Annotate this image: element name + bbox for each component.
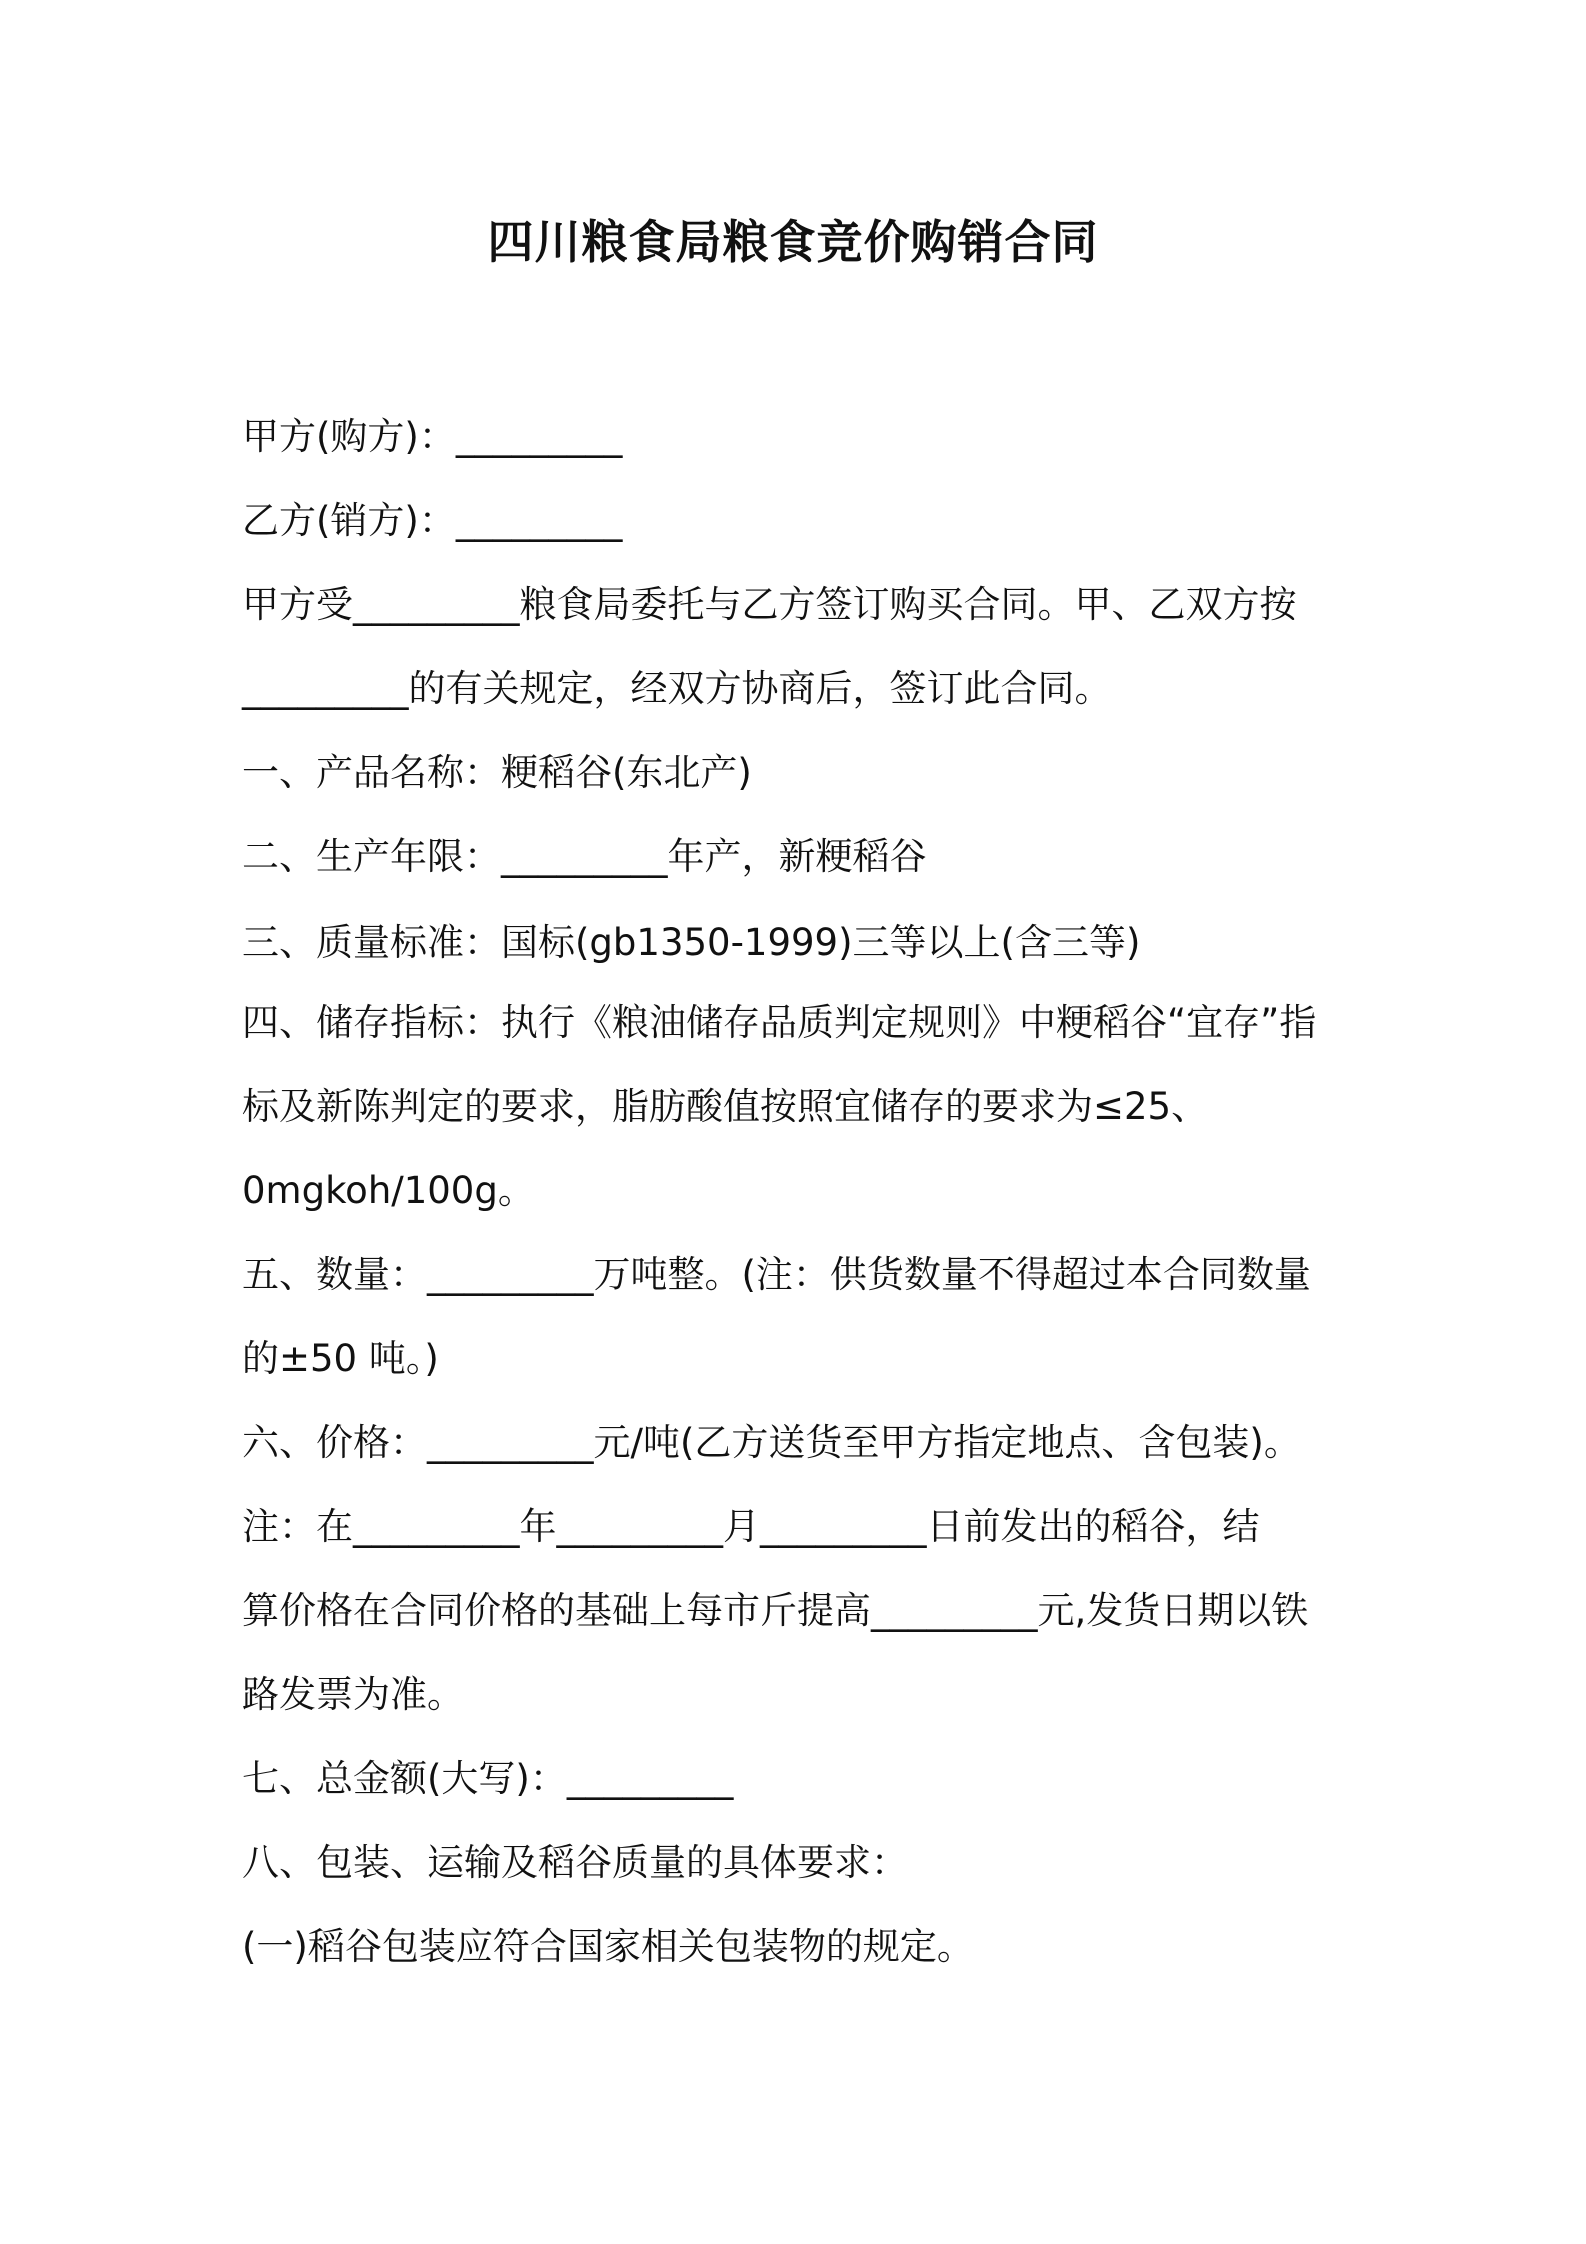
clause-4-storage-line-1: 四、储存指标：执行《粮油储存品质判定规则》中粳稻谷“宜存”指 bbox=[242, 1001, 1317, 1044]
price-note-line-3: 路发票为准。 bbox=[242, 1673, 464, 1716]
clause-2-production-year: 二、生产年限：_________年产，新粳稻谷 bbox=[242, 835, 927, 878]
clause-8-packaging-item-1: (一)稻谷包装应符合国家相关包装物的规定。 bbox=[242, 1925, 974, 1968]
clause-6-price-line: 六、价格：_________元/吨(乙方送货至甲方指定地点、含包装)。 bbox=[242, 1421, 1301, 1464]
clause-4-storage-line-3: 0mgkoh/100g。 bbox=[242, 1169, 535, 1212]
clause-4-storage-line-2: 标及新陈判定的要求，脂肪酸值按照宜储存的要求为≤25、 bbox=[242, 1085, 1209, 1128]
clause-3-quality-standard: 三、质量标准：国标(gb1350-1999)三等以上(含三等) bbox=[242, 921, 1141, 964]
price-note-line-1: 注：在_________年_________月_________日前发出的稻谷，结 bbox=[242, 1505, 1260, 1548]
party-a-line: 甲方(购方)：_________ bbox=[242, 415, 623, 458]
preamble-line-2: _________的有关规定，经双方协商后，签订此合同。 bbox=[242, 667, 1112, 710]
clause-8-requirements-heading: 八、包装、运输及稻谷质量的具体要求： bbox=[242, 1841, 908, 1884]
party-b-line: 乙方(销方)：_________ bbox=[242, 499, 623, 542]
clause-1-product-name: 一、产品名称：粳稻谷(东北产) bbox=[242, 751, 752, 794]
preamble-line-1: 甲方受_________粮食局委托与乙方签订购买合同。甲、乙双方按 bbox=[242, 583, 1297, 626]
clause-5-quantity-line-1: 五、数量：_________万吨整。(注：供货数量不得超过本合同数量 bbox=[242, 1253, 1311, 1296]
price-note-line-2: 算价格在合同价格的基础上每市斤提高_________元,发货日期以铁 bbox=[242, 1589, 1309, 1632]
document-title: 四川粮食局粮食竞价购销合同 bbox=[487, 215, 1099, 269]
clause-5-quantity-line-2: 的±50 吨。) bbox=[242, 1337, 439, 1380]
clause-7-total-amount: 七、总金额(大写)：_________ bbox=[242, 1757, 734, 1800]
